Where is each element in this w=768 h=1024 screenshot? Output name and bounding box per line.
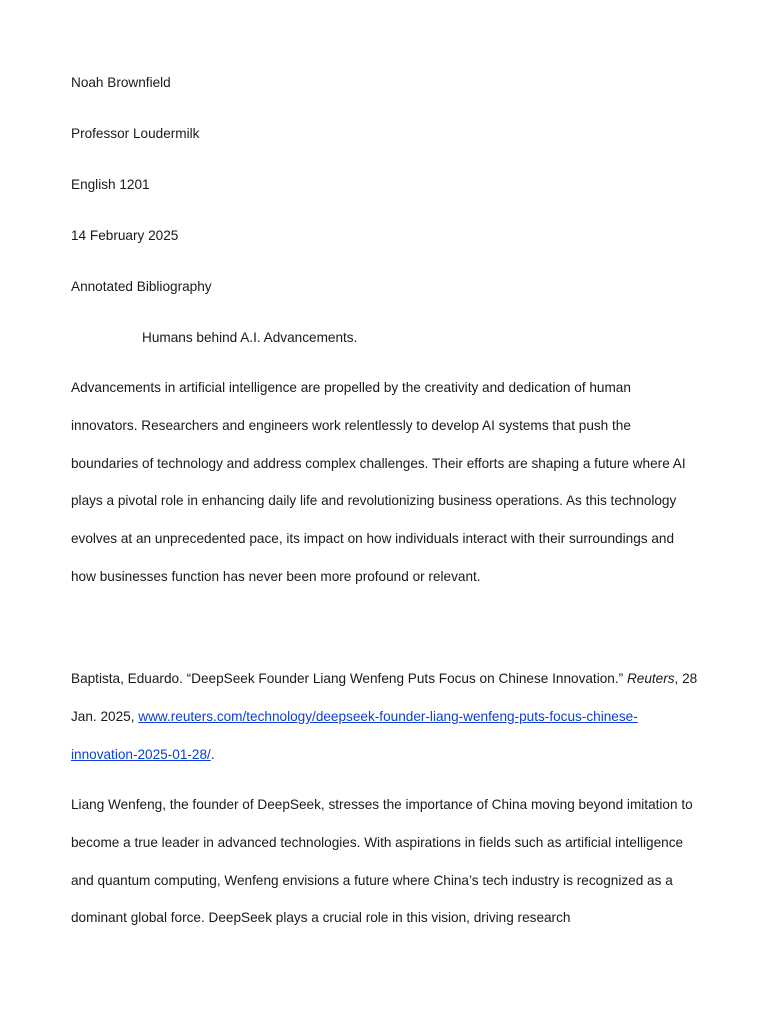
citation-trailing: . — [210, 746, 215, 762]
document-title: Humans behind A.I. Advancements. — [142, 330, 358, 345]
document-date: 14 February 2025 — [71, 228, 179, 243]
course-name: English 1201 — [71, 177, 150, 192]
document-type: Annotated Bibliography — [71, 279, 212, 294]
citation-entry — [71, 660, 699, 773]
annotation-paragraph: Liang Wenfeng, the founder of DeepSeek, stresses the importance of China moving beyond imitation to become a true leader in advanced technologies. With aspirations in fields such as artificial intelligence and quantum computing, Wenfeng envisions a future where China’s tech industry is recognized as a dominant global force. DeepSeek plays a crucial role in this vision, driving research — [71, 797, 693, 926]
citation-publication: Reuters — [626, 671, 675, 686]
citation-lead: Baptista, Eduardo. “DeepSeek Founder Liang Wenfeng Puts Focus on Chinese Innovation.” — [71, 671, 627, 686]
professor-name: Professor Loudermilk — [71, 126, 200, 141]
citation-date: , 28 Jan. 2025, — [71, 671, 698, 724]
author-name: Noah Brownfield — [71, 75, 171, 90]
intro-paragraph: Advancements in artificial intelligence are propelled by the creativity and dedication of human innovators. Researchers and engineers work relentlessly to develop AI systems that push the boundaries of technology and address complex challenges. Their efforts are shaping a future where AI plays a pivotal role in enhancing daily life and revolutionizing business operations. As this technology evolves at an unprecedented pace, its impact on how individuals interact with their surroundings and how businesses function has never been more profound or relevant. — [71, 380, 686, 584]
citation-url-link[interactable]: www.reuters.com/technology/deepseek-founder-liang-wenfeng-puts-focus-chinese-innovation-2025-01-28/ — [71, 708, 638, 762]
